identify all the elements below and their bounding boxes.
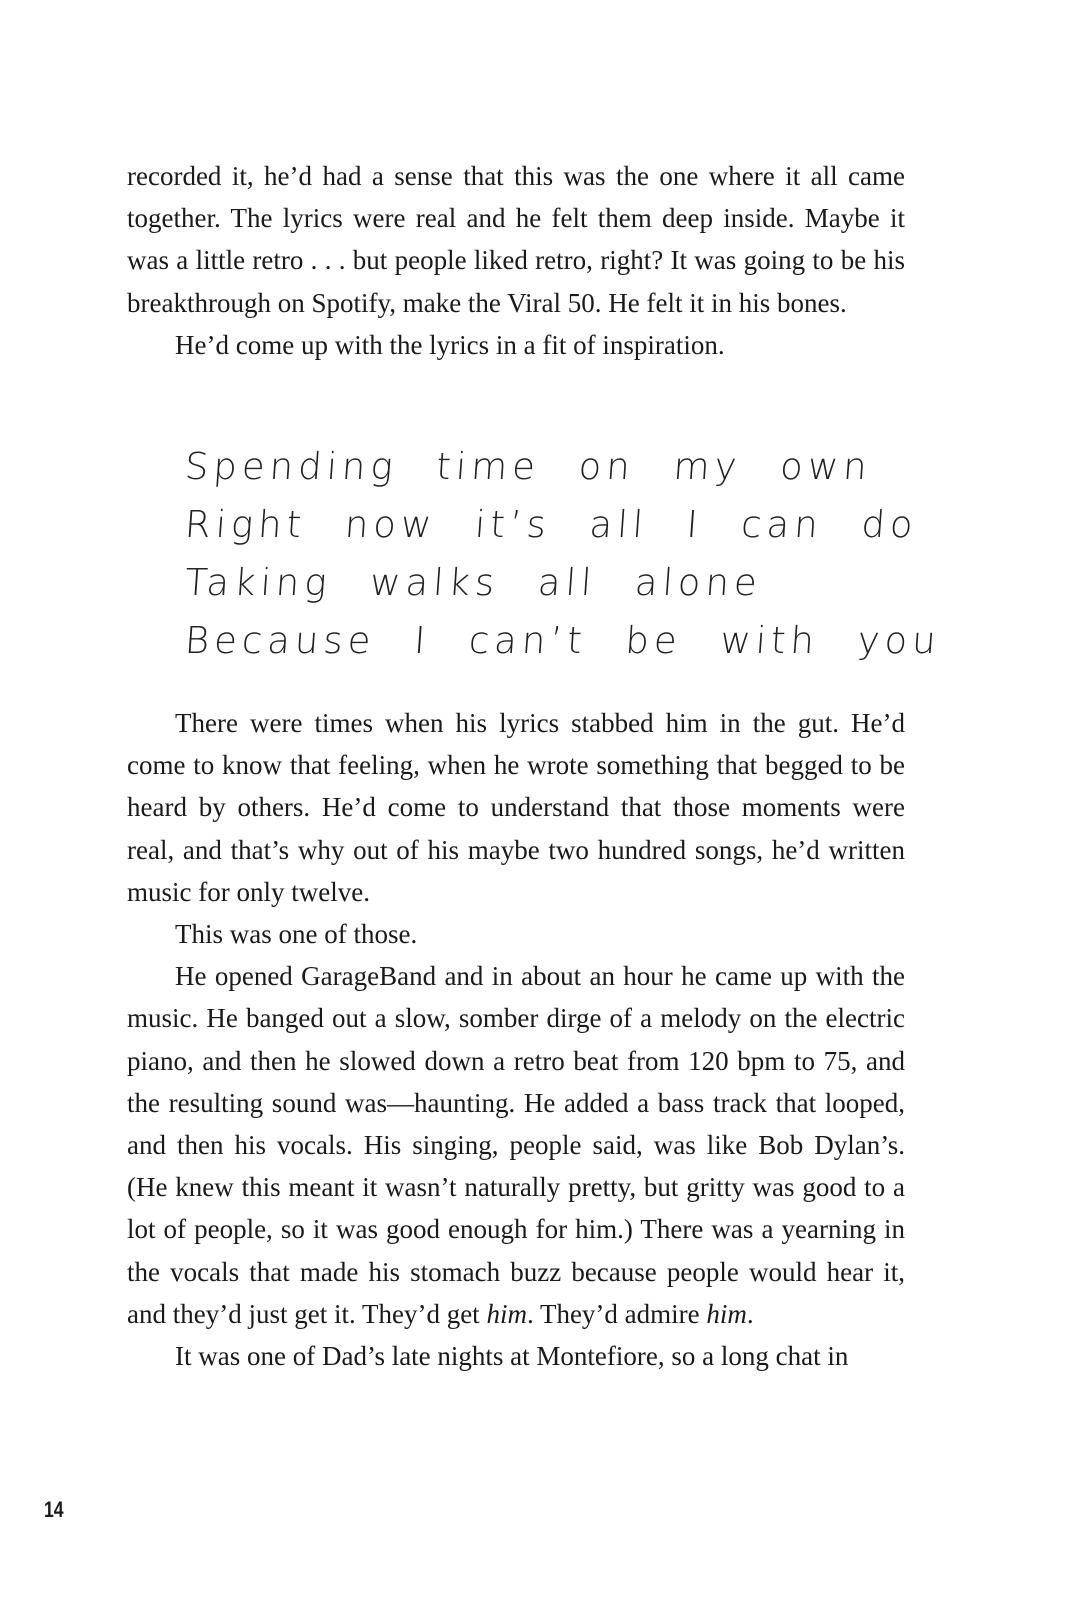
text-run: He opened GarageBand and in about an hour he came up with the music. He banged out a slow, somber dirge of a melody on the electric piano, and then he slowed down a retro beat from 120 bpm to 75, and the resulting sound was—haunting. He added a bass track that looped, and then his vocals. His singing, people said, was like Bob Dylan’s. (He knew this meant it wasn’t naturally pretty, but gritty was good to a lot of people, so it was good enough for him.) There was a yearning in the vocals that made his stomach buzz because people would hear it, and they’d just get it. They’d get <box>127 961 905 1329</box>
top-text-block <box>127 155 905 366</box>
paragraph: This was one of those. <box>175 919 418 950</box>
paragraph: He’d come up with the lyrics in a fit of inspiration. <box>175 329 725 360</box>
text-run: . <box>746 1298 754 1329</box>
emphasis: him <box>486 1298 527 1329</box>
lyric-line: Spending time on my own <box>183 445 874 488</box>
page-number: 14 <box>44 1497 64 1522</box>
paragraph: It was one of Dad’s late nights at Montefiore, so a long chat in <box>175 1341 849 1372</box>
paragraph: There were times when his lyrics stabbed him in the gut. He’d come to know that feeling, when he wrote something that begged to be heard by others. He’d come to understand that those moments were real, and that’s why out of his maybe two hundred songs, he’d written music for only twelve. <box>127 708 905 907</box>
text-run: . They’d admire <box>526 1298 707 1329</box>
bottom-text-block <box>127 702 905 1377</box>
handwritten-lyrics <box>183 438 943 670</box>
lyric-line: Right now it’s all I can do <box>183 503 920 546</box>
emphasis: him <box>706 1298 747 1329</box>
lyric-line: Taking walks all alone <box>183 561 764 604</box>
lyric-line: Because I can’t be with you <box>183 619 943 662</box>
paragraph <box>127 955 905 1335</box>
paragraph: recorded it, he’d had a sense that this was the one where it all came together. The lyrics were real and he felt them deep inside. Maybe it was a little retro . . . but people liked retro, right? It was going to be his breakthrough on Spotify, make the Viral 50. He felt it in his bones. <box>127 161 905 318</box>
